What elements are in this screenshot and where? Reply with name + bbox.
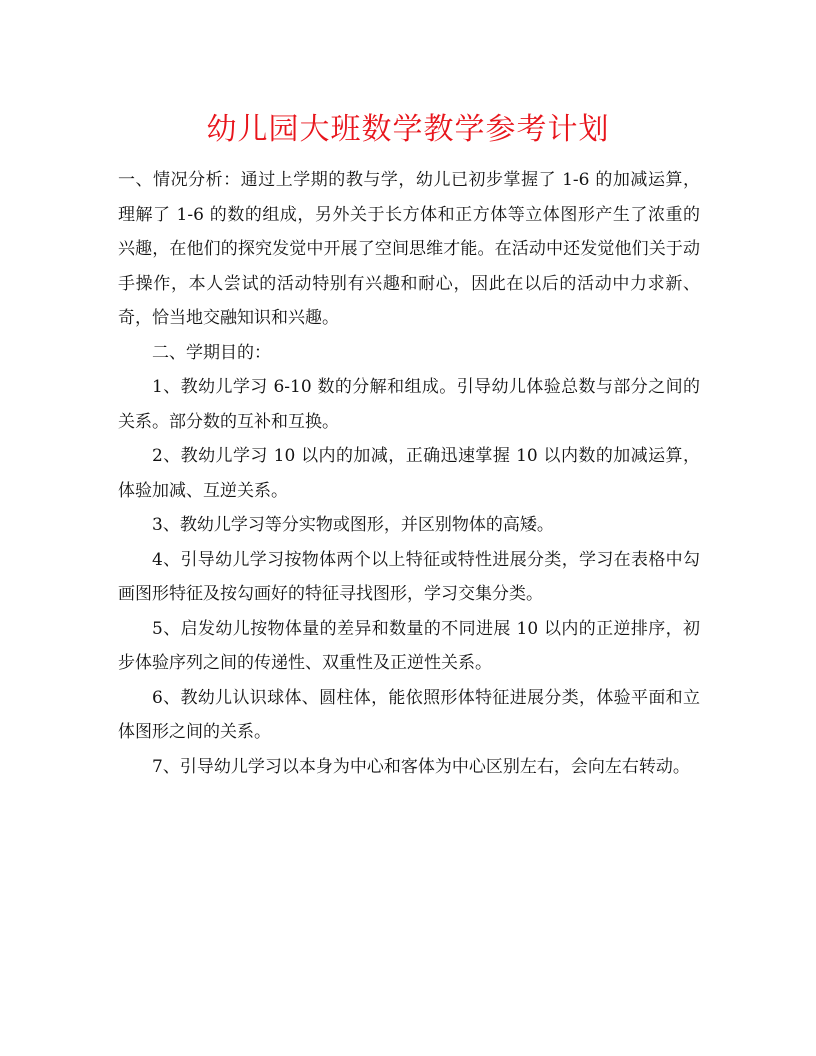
paragraph-goal-5: 5、启发幼儿按物体量的差异和数量的不同进展 10 以内的正逆排序，初步体验序列之间的传递性、双重性及正逆性关系。 [118,618,700,673]
paragraph-goal-3: 3、教幼儿学习等分实物或图形，并区别物体的高矮。 [152,515,554,535]
paragraph-goal-6: 6、教幼儿认识球体、圆柱体，能依照形体特征进展分类，体验平面和立体图形之间的关系。 [118,687,700,742]
document-title: 幼儿园大班数学教学参考计划 [206,112,610,147]
paragraph-goal-7: 7、引导幼儿学习以本身为中心和客体为中心区别左右，会向左右转动。 [152,756,690,777]
paragraph-goal-4: 4、引导幼儿学习按物体两个以上特征或特性进展分类，学习在表格中勾画图形特征及按勾画好的特征寻找图形，学习交集分类。 [118,549,700,604]
paragraph-goal-1: 1、教幼儿学习 6-10 数的分解和组成。引导幼儿体验总数与部分之间的关系。部分数的互补和互换。 [118,377,700,432]
document-body [118,163,700,784]
paragraph-goal-2: 2、教幼儿学习 10 以内的加减，正确迅速掌握 10 以内数的加减运算，体验加减、互逆关系。 [118,446,700,501]
paragraph-semester-goals-heading: 二、学期目的： [152,342,271,363]
paragraph-situation-analysis: 一、情况分析：通过上学期的教与学，幼儿已初步掌握了 1-6 的加减运算，理解了 1-6 的数的组成，另外关于长方体和正方体等立体图形产生了浓重的兴趣，在他们的探究发觉中开展了空间思维才能。在活动中还发觉他们关于动手操作，本人尝试的活动特别有兴趣和耐心，因此在以后的活动中力求新、奇，恰当地交融知识和兴趣。 [118,170,700,328]
